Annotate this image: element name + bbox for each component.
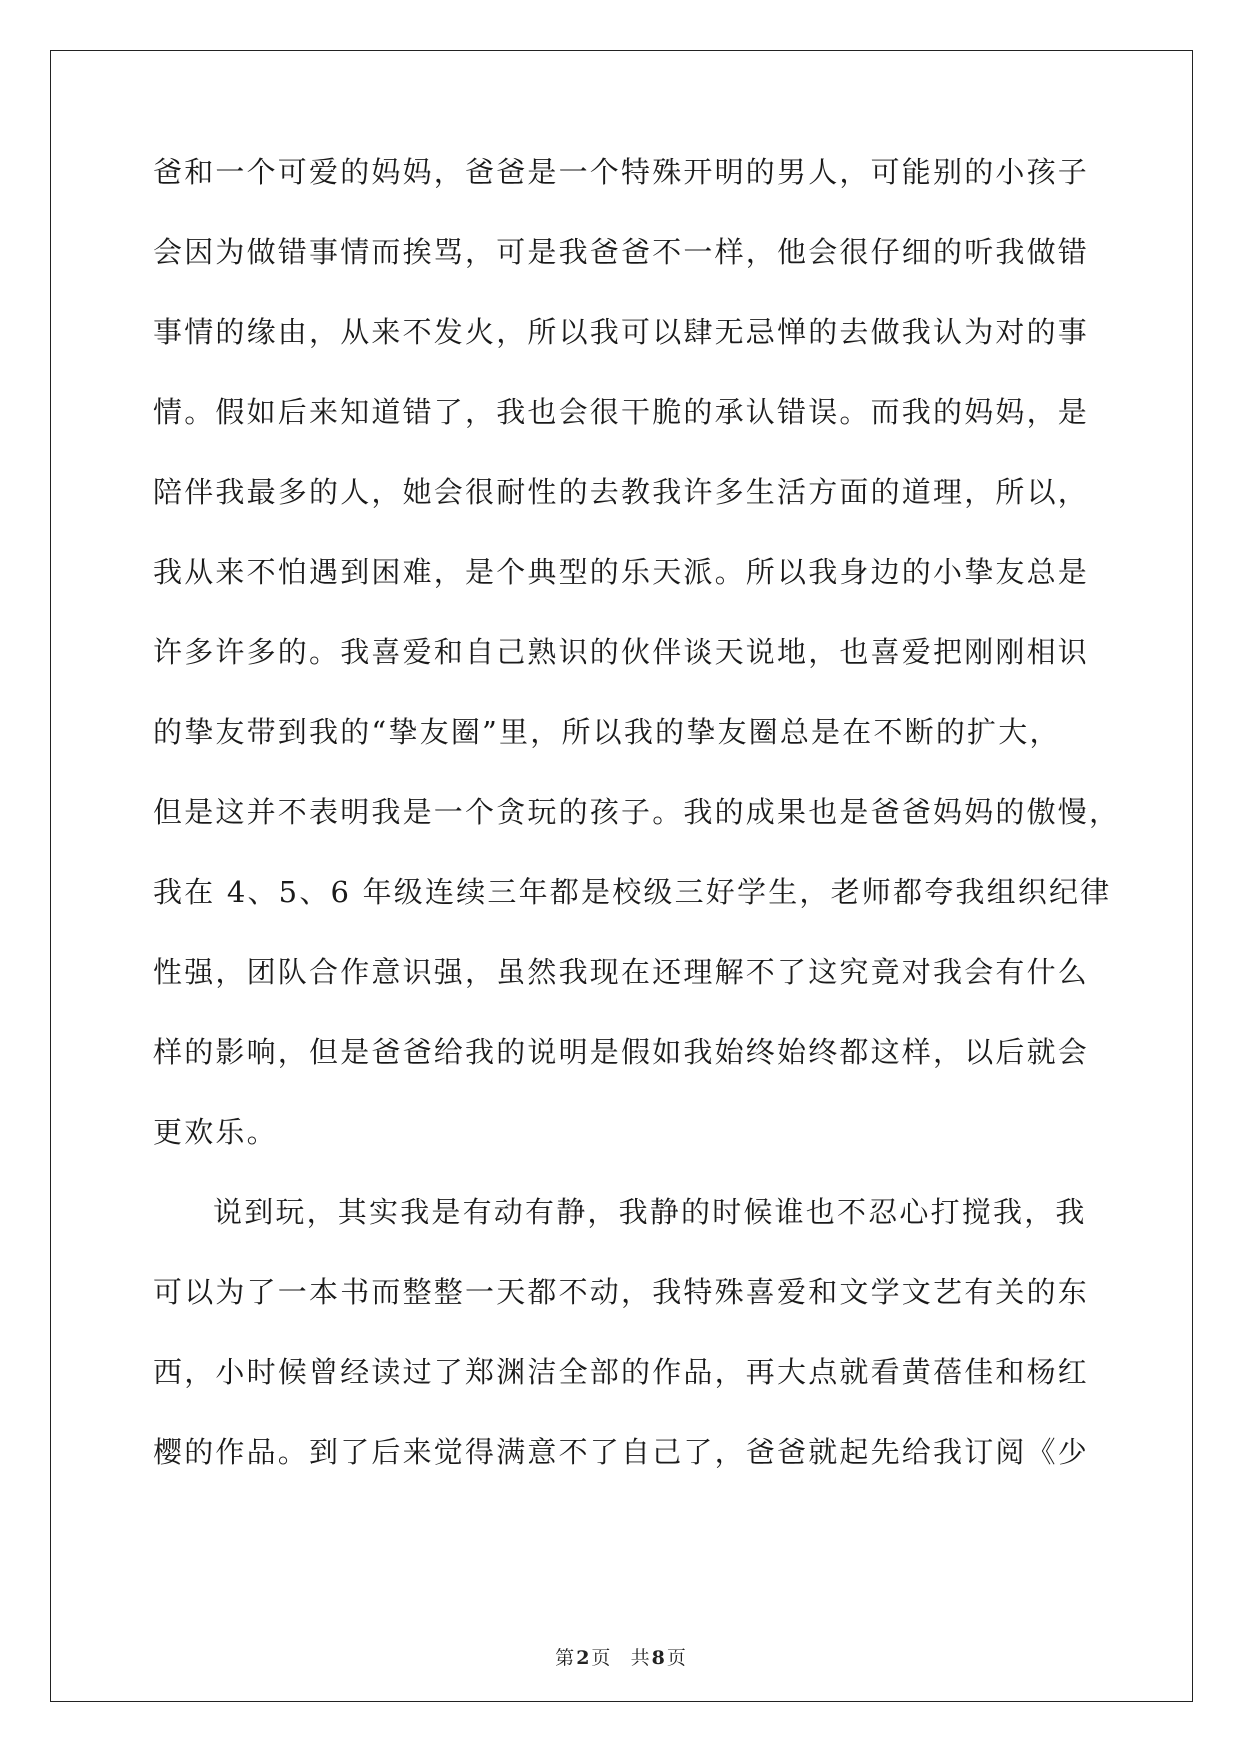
document-body — [153, 155, 1121, 1517]
text-line: 但是这并不表明我是一个贪玩的孩子。我的成果也是爸爸妈妈的傲慢， — [153, 795, 1121, 829]
text-line: 爸和一个可爱的妈妈，爸爸是一个特殊开明的男人，可能别的小孩子 — [153, 155, 1090, 189]
text-line: 的挚友带到我的“挚友圈”里，所以我的挚友圈总是在不断的扩大， — [153, 715, 1061, 749]
text-line: 说到玩，其实我是有动有静，我静的时候谁也不忍心打搅我，我 — [213, 1195, 1087, 1229]
text-line: 我从来不怕遇到困难，是个典型的乐天派。所以我身边的小挚友总是 — [153, 555, 1090, 589]
page-footer — [0, 1643, 1241, 1670]
text-line: 更欢乐。 — [153, 1115, 278, 1149]
text-line: 我在 4、5、6 年级连续三年都是校级三好学生，老师都夸我组织纪律 — [153, 875, 1112, 909]
footer-page-prefix: 第 — [555, 1647, 575, 1669]
text-line: 事情的缘由，从来不发火，所以我可以肆无忌惮的去做我认为对的事 — [153, 315, 1090, 349]
text-line: 可以为了一本书而整整一天都不动，我特殊喜爱和文学文艺有关的东 — [153, 1275, 1090, 1309]
text-line: 样的影响，但是爸爸给我的说明是假如我始终始终都这样，以后就会 — [153, 1035, 1090, 1069]
text-line: 陪伴我最多的人，她会很耐性的去教我许多生活方面的道理，所以， — [153, 475, 1090, 509]
footer-total-prefix: 共 — [630, 1647, 650, 1669]
text-line: 许多许多的。我喜爱和自己熟识的伙伴谈天说地，也喜爱把刚刚相识 — [153, 635, 1090, 669]
footer-page-number: 2 — [576, 1647, 590, 1669]
footer-total-suffix: 页 — [666, 1647, 686, 1669]
text-line: 情。假如后来知道错了，我也会很干脆的承认错误。而我的妈妈，是 — [153, 395, 1090, 429]
text-line: 性强，团队合作意识强，虽然我现在还理解不了这究竟对我会有什么 — [153, 955, 1090, 989]
footer-page-suffix: 页 — [591, 1647, 611, 1669]
footer-total-pages: 8 — [651, 1647, 665, 1669]
text-line: 西，小时候曾经读过了郑渊洁全部的作品，再大点就看黄蓓佳和杨红 — [153, 1355, 1090, 1389]
text-line: 会因为做错事情而挨骂，可是我爸爸不一样，他会很仔细的听我做错 — [153, 235, 1090, 269]
text-line: 樱的作品。到了后来觉得满意不了自己了，爸爸就起先给我订阅《少 — [153, 1435, 1090, 1469]
